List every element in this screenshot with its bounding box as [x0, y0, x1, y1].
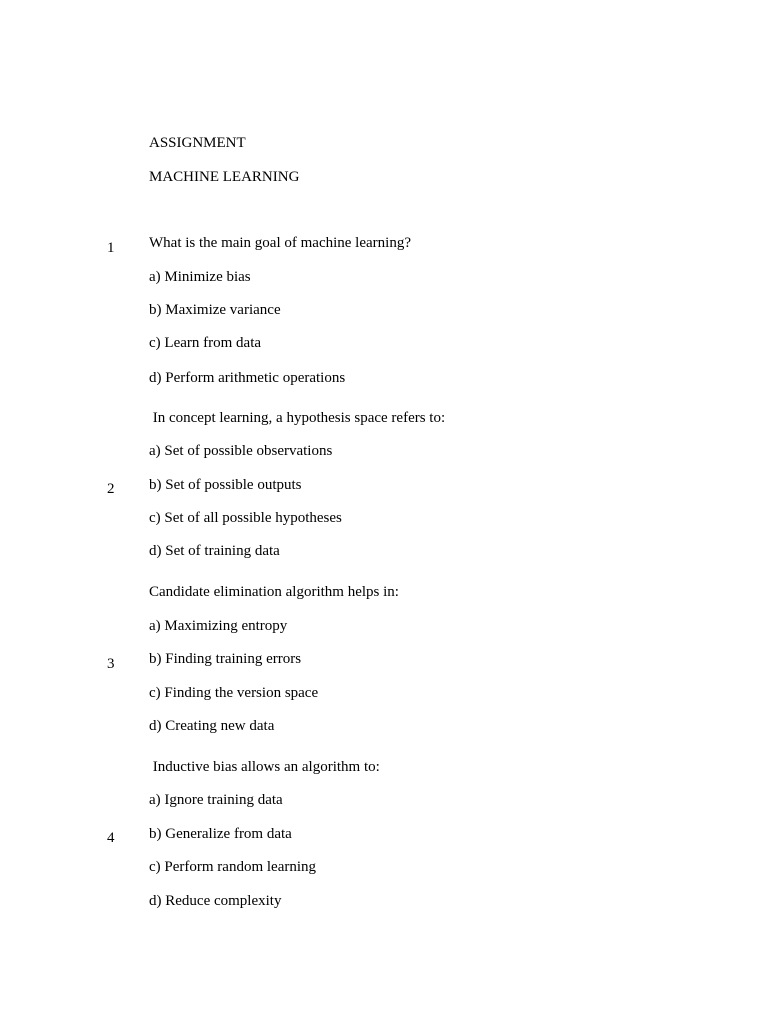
question-1-option-a: a) Minimize bias	[149, 269, 251, 285]
question-2-text: In concept learning, a hypothesis space refers to:	[149, 410, 446, 426]
question-3-text: Candidate elimination algorithm helps in:	[149, 584, 399, 600]
question-4-option-b: b) Generalize from data	[149, 826, 292, 842]
question-1-option-b: b) Maximize variance	[149, 302, 281, 318]
question-2-option-c: c) Set of all possible hypotheses	[149, 510, 342, 526]
question-3-option-b: b) Finding training errors	[149, 651, 302, 667]
question-1-number: 1	[107, 240, 115, 256]
question-1-text: What is the main goal of machine learning?	[149, 235, 411, 251]
question-3-option-a: a) Maximizing entropy	[149, 618, 288, 634]
question-3-option-d: d) Creating new data	[149, 718, 275, 734]
question-1-option-c: c) Learn from data	[149, 335, 262, 351]
question-4-option-a: a) Ignore training data	[149, 792, 283, 808]
assignment-heading: ASSIGNMENT	[149, 135, 246, 151]
question-2-option-b: b) Set of possible outputs	[149, 477, 302, 493]
subject-heading: MACHINE LEARNING	[149, 169, 300, 185]
question-4-text: Inductive bias allows an algorithm to:	[149, 759, 380, 775]
question-4-number: 4	[107, 830, 115, 846]
question-2-number: 2	[107, 481, 115, 497]
question-2-option-a: a) Set of possible observations	[149, 443, 333, 459]
question-4-option-d: d) Reduce complexity	[149, 893, 282, 909]
question-1-option-d: d) Perform arithmetic operations	[149, 370, 346, 386]
question-3-number: 3	[107, 656, 115, 672]
question-2-option-d: d) Set of training data	[149, 543, 280, 559]
question-3-option-c: c) Finding the version space	[149, 685, 319, 701]
question-4-option-c: c) Perform random learning	[149, 859, 317, 875]
